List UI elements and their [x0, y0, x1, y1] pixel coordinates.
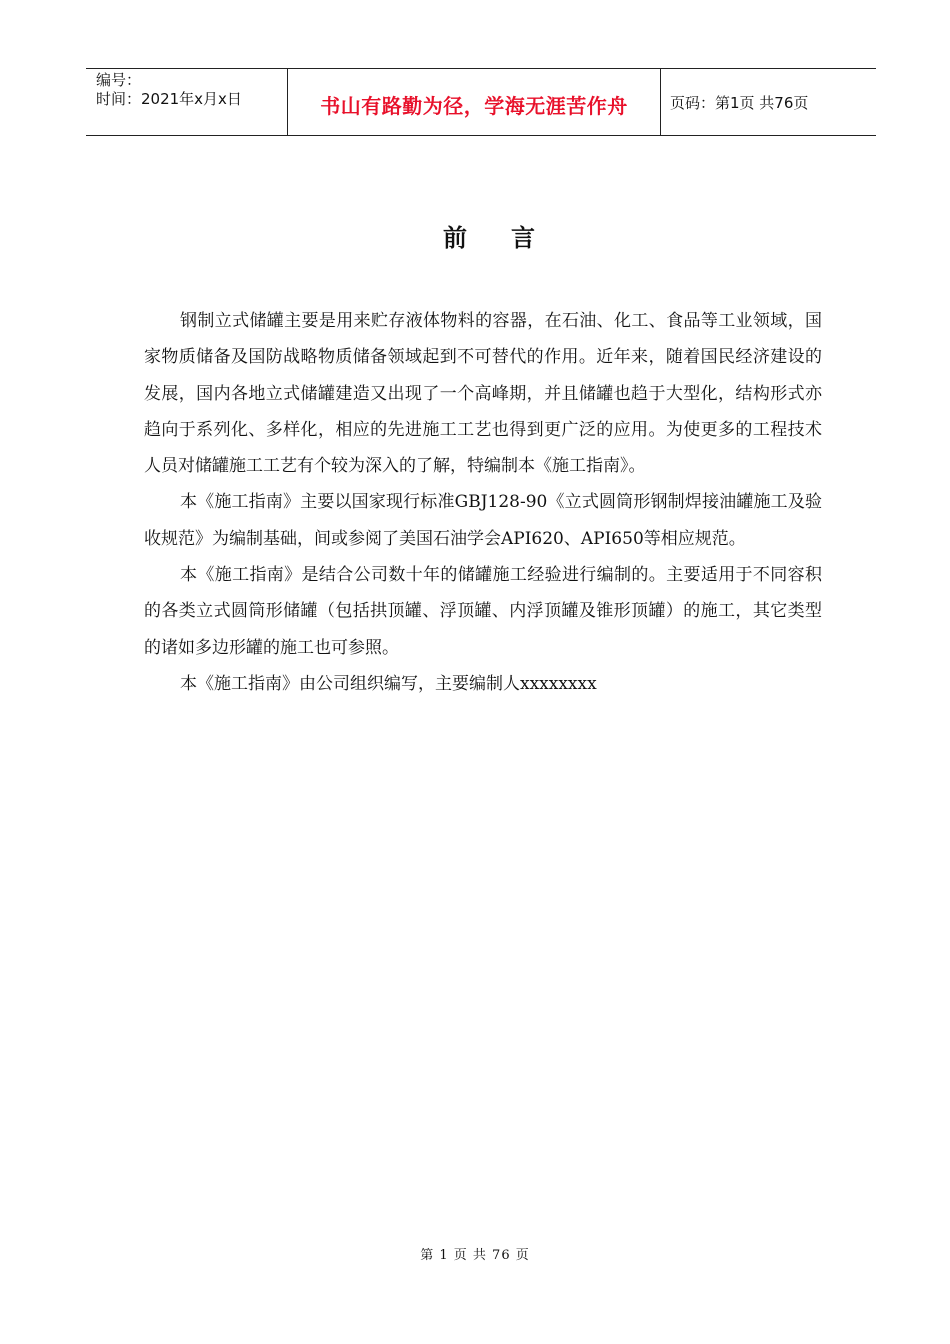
document-body — [144, 303, 822, 702]
body-paragraph: 钢制立式储罐主要是用来贮存液体物料的容器，在石油、化工、食品等工业领域，国家物质储备及国防战略物质储备领域起到不可替代的作用。近年来，随着国民经济建设的发展，国内各地立式储罐建造又出现了一个高峰期，并且储罐也趋于大型化，结构形式亦趋向于系列化、多样化，相应的先进施工工艺也得到更广泛的应用。为使更多的工程技术人员对储罐施工工艺有个较为深入的了解，特编制本《施工指南》。 — [144, 311, 822, 477]
body-paragraph: 本《施工指南》由公司组织编写，主要编制人xxxxxxxx — [180, 673, 597, 694]
page-title: 前言 — [443, 224, 579, 252]
document-number-label: 编号： — [96, 71, 142, 89]
page-header — [86, 68, 876, 136]
body-paragraph: 本《施工指南》是结合公司数十年的储罐施工经验进行编制的。主要适用于不同容积的各类立式圆筒形储罐（包括拱顶罐、浮顶罐、内浮顶罐及锥形顶罐）的施工，其它类型的诸如多边形罐的施工也可参照。 — [144, 565, 822, 658]
document-date: 时间：2021年x月x日 — [96, 90, 242, 108]
page-footer: 第 1 页 共 76 页 — [420, 1248, 530, 1263]
header-meta — [86, 69, 287, 135]
header-page-info — [661, 69, 876, 135]
body-paragraph: 本《施工指南》主要以国家现行标准GBJ128-90《立式圆筒形钢制焊接油罐施工及验收规范》为编制基础，间或参阅了美国石油学会API620、API650等相应规范。 — [144, 492, 822, 549]
header-motto-cell — [287, 69, 661, 135]
header-motto: 书山有路勤为径，学海无涯苦作舟 — [320, 93, 628, 118]
header-page-number: 页码：第1页 共76页 — [670, 93, 809, 112]
